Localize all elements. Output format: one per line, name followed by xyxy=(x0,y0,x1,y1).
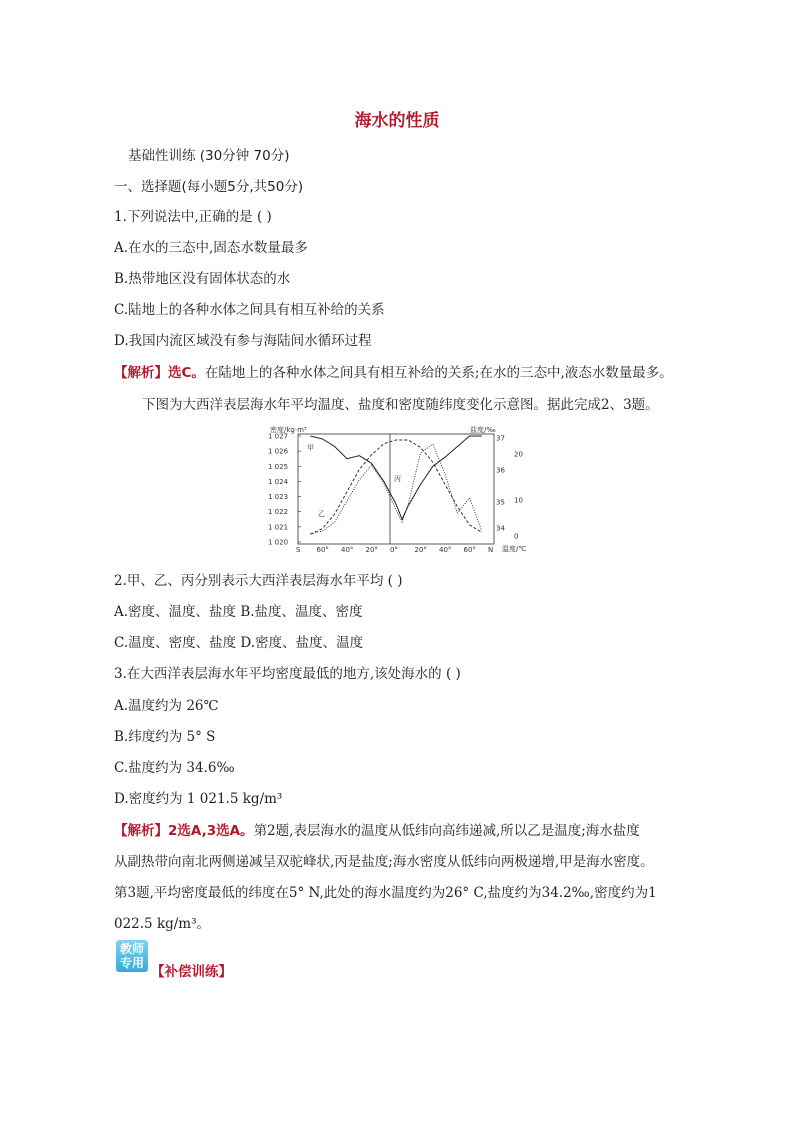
analysis-2-text: 第2题,表层海水的温度从低纬向高纬递减,所以乙是温度;海水盐度 xyxy=(253,823,640,839)
x-tick-label: 60° xyxy=(316,546,329,554)
left-tick-label: 1 022 xyxy=(268,508,289,517)
label-bing: 丙 xyxy=(394,475,401,483)
left-tick-label: 1 023 xyxy=(268,493,289,502)
analysis-answer: 选C。 xyxy=(168,365,205,381)
analysis-2-line-2: 从副热带向南北两侧递减呈双驼峰状,丙是盐度;海水密度从低纬向两极递增,甲是海水密度。 xyxy=(114,854,654,870)
question-3-stem: 3.在大西洋表层海水年平均密度最低的地方,该处海水的 ( ) xyxy=(114,666,461,682)
analysis-text: 在陆地上的各种水体之间具有相互补给的关系;在水的三态中,液态水数量最多。 xyxy=(204,365,673,381)
badge-line-1: 教师 xyxy=(119,942,144,956)
question-1-option-c: C.陆地上的各种水体之间具有相互补给的关系 xyxy=(114,302,385,318)
part-heading: 一、选择题(每小题5分,共50分) xyxy=(114,179,304,195)
label-jia: 甲 xyxy=(307,444,314,452)
series-layer xyxy=(310,436,482,534)
salinity-tick-label: 37 xyxy=(496,434,505,443)
salinity-tick-label: 35 xyxy=(496,498,505,507)
question-2-stem: 2.甲、乙、丙分别表示大西洋表层海水年平均 ( ) xyxy=(114,573,403,589)
supplement-heading: 【补偿训练】 xyxy=(151,964,232,980)
x-tick-label: 40° xyxy=(341,546,354,554)
right-ticks xyxy=(496,435,523,541)
analysis-tag: 【解析】 xyxy=(114,365,168,381)
series-line-dotted xyxy=(310,444,482,534)
question-1-option-d: D.我国内流区域没有参与海陆间水循环过程 xyxy=(114,333,372,349)
label-yi: 乙 xyxy=(318,510,325,518)
chart-intro: 下图为大西洋表层海水年平均温度、盐度和密度随纬度变化示意图。据此完成2、3题。 xyxy=(142,397,659,413)
analysis-2-answer: 2选A,3选A。 xyxy=(168,823,254,839)
question-1-option-b: B.热带地区没有固体状态的水 xyxy=(114,271,291,287)
question-2-options-ab: A.密度、温度、盐度 B.盐度、温度、密度 xyxy=(114,604,363,620)
analysis-2-line-1 xyxy=(114,822,640,840)
temp-axis-label: 温度/℃ xyxy=(502,545,527,553)
left-tick-label: 1 026 xyxy=(268,447,289,456)
page-title: 海水的性质 xyxy=(354,111,440,131)
question-3-option-b: B.纬度约为 5° S xyxy=(114,729,216,745)
atlantic-chart xyxy=(266,424,528,556)
x-tick-label: N xyxy=(488,546,494,554)
analysis-2-line-4: 022.5 kg/m³。 xyxy=(114,916,211,932)
x-tick-label: 40° xyxy=(439,546,452,554)
x-tick-label: 20° xyxy=(365,546,378,554)
question-1-stem: 1.下列说法中,正确的是 ( ) xyxy=(114,209,272,225)
temp-tick-label: 10 xyxy=(514,496,523,505)
temp-tick-label: 20 xyxy=(514,450,523,459)
right-axis-label: 盐度/‰ xyxy=(470,426,496,434)
question-3-option-d: D.密度约为 1 021.5 kg/m³ xyxy=(114,791,283,807)
analysis-2-line-3: 第3题,平均密度最低的纬度在5° N,此处的海水温度约为26° C,盐度约为34.2‰,密度约为1 xyxy=(114,885,657,901)
x-ticks xyxy=(296,546,493,554)
left-axis-label: 密度/kg·m³ xyxy=(270,426,307,434)
question-2-options-cd: C.温度、密度、盐度 D.密度、盐度、温度 xyxy=(114,635,364,651)
analysis-2-tag: 【解析】 xyxy=(114,823,168,839)
question-1-analysis xyxy=(114,364,673,382)
left-tick-label: 1 027 xyxy=(268,432,289,441)
question-1-option-a: A.在水的三态中,固态水数量最多 xyxy=(114,240,308,256)
salinity-tick-label: 34 xyxy=(496,524,505,533)
plot-frame xyxy=(298,434,494,544)
left-ticks xyxy=(268,433,301,547)
left-tick-label: 1 020 xyxy=(268,538,289,547)
x-tick-label: S xyxy=(296,546,301,554)
left-tick-label: 1 024 xyxy=(268,477,289,486)
left-tick-label: 1 025 xyxy=(268,462,289,471)
temp-tick-label: 0 xyxy=(514,532,519,541)
x-tick-label: 0° xyxy=(390,546,398,554)
question-3-option-c: C.盐度约为 34.6‰ xyxy=(114,760,235,776)
x-tick-label: 20° xyxy=(414,546,427,554)
teacher-only-badge xyxy=(116,940,148,972)
badge-line-2: 专用 xyxy=(119,956,144,970)
question-3-option-a: A.温度约为 26℃ xyxy=(114,698,219,714)
section-heading: 基础性训练 (30分钟 70分) xyxy=(128,148,290,164)
left-tick-label: 1 021 xyxy=(268,523,289,532)
x-tick-label: 60° xyxy=(463,546,476,554)
salinity-tick-label: 36 xyxy=(496,466,505,475)
